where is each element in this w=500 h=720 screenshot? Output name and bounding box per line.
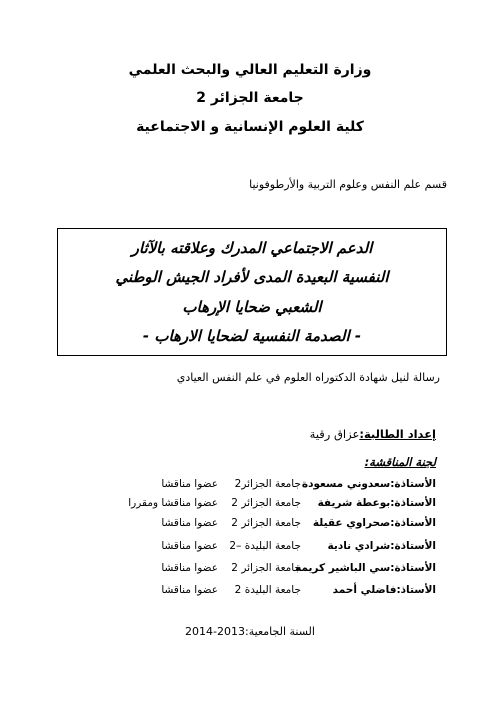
member-role: عضوا مناقشا	[161, 584, 218, 596]
committee-member	[56, 478, 436, 496]
member-name: الأستاذة:سعدوني مسعودة	[301, 478, 436, 490]
university-name: جامعة الجزائر 2	[196, 90, 304, 106]
thesis-title-line-1: الدعم الاجتماعي المدرك وعلاقته بالآثار	[131, 238, 373, 257]
member-university: جامعة البليدة –2	[229, 540, 301, 552]
thesis-title-box	[57, 228, 447, 356]
committee-heading: لجنة المناقشة:	[364, 455, 436, 469]
member-university: جامعة الجزائر 2	[231, 497, 301, 509]
member-name: الأستاذة:سي الباشير كريمة	[295, 562, 436, 574]
thesis-degree-note: رسالة لنيل شهادة الدكتوراه العلوم في علم النفس العيادي	[176, 371, 440, 384]
committee-member	[56, 517, 436, 535]
member-role: عضوا مناقشا ومقررا	[128, 497, 218, 509]
member-name: الأستاذة:شرادي نادية	[327, 540, 436, 552]
member-role: عضوا مناقشا	[161, 478, 218, 490]
member-role: عضوا مناقشا	[161, 562, 218, 574]
member-role: عضوا مناقشا	[161, 540, 218, 552]
member-university: جامعة البليدة 2	[234, 584, 301, 596]
student-name: عزاق رقية	[309, 427, 360, 441]
member-university: جامعة الجزائر 2	[231, 517, 301, 529]
member-university: جامعة الجزائر 2	[231, 562, 301, 574]
prepared-by-label: إعداد الطالبة:	[359, 427, 436, 441]
member-role: عضوا مناقشا	[161, 517, 218, 529]
committee-member	[56, 497, 436, 515]
academic-year: السنة الجامعية:2013-2014	[185, 625, 315, 638]
ministry-name: وزارة التعليم العالي والبحث العلمي	[128, 62, 372, 78]
committee-member	[56, 540, 436, 558]
committee-member	[56, 584, 436, 602]
member-name: الأستاذة:بوعطة شريفة	[317, 497, 436, 509]
member-name: الأستاذ:فاضلي أحمد	[332, 584, 436, 596]
member-university: جامعة الجزائر2	[234, 478, 301, 490]
committee-member	[56, 562, 436, 580]
faculty-name: كلية العلوم الإنسانية و الاجتماعية	[136, 119, 364, 135]
thesis-title-line-3: الشعبي ضحايا الإرهاب	[182, 297, 322, 316]
member-name: الأستاذة:صحراوي عقيلة	[312, 517, 436, 529]
department-name: قسم علم النفس وعلوم التربية والأرطوفونيا	[249, 178, 447, 191]
prepared-by	[310, 427, 436, 441]
thesis-title-line-2: النفسية البعيدة المدى لأفراد الجيش الوطني	[115, 268, 389, 286]
thesis-title-line-4: - الصدمة النفسية لضحايا الارهاب -	[142, 327, 362, 345]
